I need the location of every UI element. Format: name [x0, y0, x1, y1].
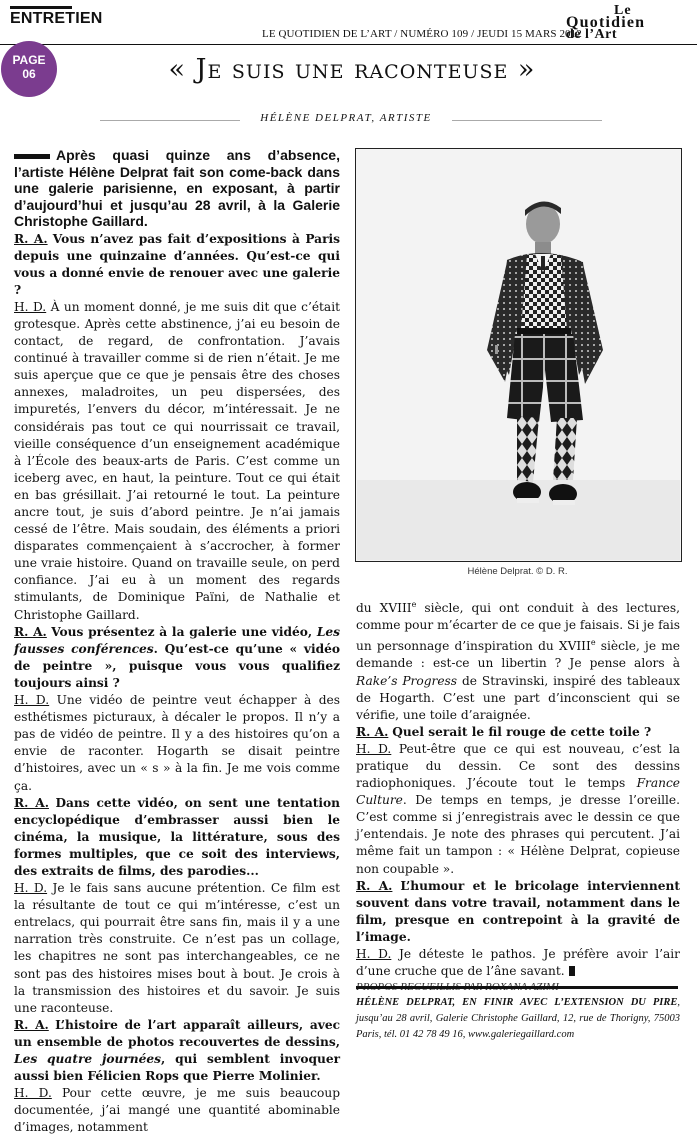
interviewee-label: H. D. [14, 693, 50, 708]
answer-text: Pour cette œuvre, je me suis beaucoup documentée, j’ai mangé une quantité abominable d’images, notamment [14, 1086, 340, 1135]
page-number: 06 [22, 67, 36, 81]
interviewee-label: H. D. [356, 741, 392, 756]
masthead-delart: de l’Art [566, 27, 618, 42]
subtitle-rule-left [100, 120, 240, 121]
page-badge-label: PAGE [12, 53, 46, 67]
interviewer-label: R. A. [356, 724, 389, 739]
qa-item [356, 724, 680, 741]
photo-caption: Hélène Delprat. © D. R. [467, 566, 568, 577]
answer-text-part: . De temps en temps, je dresse l’oreille. C’est comme si j’enregistrais avec le dessin ce que j’entendais. Je note des phrases qui percutent. J’ai même fait un tampon : « Hélène Delprat, copieuse non coupable ». [356, 793, 680, 876]
intro-text: Après quasi quinze ans d’absence, l’artiste Hélène Delprat fait son come-back dans une galerie parisienne, en exposant, à partir d’aujourd’hui et jusqu’au 28 avril, à la Galerie Christophe Gaillard. [14, 147, 340, 229]
interviewee-label: H. D. [356, 947, 392, 961]
question-text-part: Vous présentez à la galerie une vidéo, [51, 624, 317, 639]
section-label: ENTRETIEN [10, 10, 103, 27]
qa-item [14, 231, 340, 299]
continuation-text: de Stravinski, inspiré des tableaux de Hogarth. C’est une part d’inconscient qui se vérifie, une toile d’araignée. [356, 673, 680, 722]
interviewer-label: R. A. [14, 1017, 49, 1032]
answer-text: Je le fais sans aucune prétention. Ce film est la résultante de tout ce qui m’intéresse, c’est un entrelacs, qui pourrait être sans fin, mais il y a une narration très construite. Ce n’est pas un collage, les chapitres ne sont pas interchangeables, ce ne sont pas des histoires mises bout à bout. Je crois à la transmission des histoires et du savoir. Je suis une raconteuse. [14, 881, 341, 1015]
article-title: « Je suis une raconteuse » [168, 54, 536, 85]
intro-paragraph [14, 147, 340, 230]
question-text: Quel serait le fil rouge de cette toile ? [392, 724, 652, 739]
question-text [14, 625, 340, 690]
exhibition-details: , jusqu’au 28 avril, Galerie Christophe Gaillard, 12, rue de Thorigny, 75003 Paris, tél. 01 42 78 49 16, www.galeriegaillard.com [356, 997, 680, 1041]
continuation-text: siècle, je me demande : est-ce un libertin ? Je pense alors à [356, 639, 680, 671]
qa-item [14, 880, 340, 1017]
question-text-part: , qui semblent invoquer aussi bien Félicien Rops que Pierre Molinier. [14, 1052, 341, 1084]
qa-item [14, 692, 340, 795]
artist-photo-frame [355, 148, 682, 562]
header-divider [0, 44, 697, 45]
interviewee-label: H. D. [14, 299, 47, 314]
qa-item [356, 946, 680, 980]
article-subtitle: HÉLÈNE DELPRAT, ARTISTE [260, 112, 432, 124]
intro-bar [14, 154, 50, 159]
interviewer-label: R. A. [356, 878, 393, 893]
question-text-part: L’histoire de l’art apparaît ailleurs, avec un ensemble de photos recouvertes de dessins, [14, 1017, 341, 1049]
interviewee-label: H. D. [14, 881, 48, 896]
qa-item [356, 878, 680, 946]
work-title: Les fausses conférences [14, 624, 341, 656]
answer-text: Je déteste le pathos. Je préfère avoir l’air d’une cruche que de l’âne savant. [356, 947, 680, 979]
continuation-paragraph [356, 596, 680, 724]
right-column [356, 596, 680, 1043]
page-badge [1, 41, 57, 97]
exhibition-title: HÉLÈNE DELPRAT, EN FINIR AVEC L’EXTENSION DU PIRE [356, 997, 678, 1009]
qa-item [14, 795, 340, 880]
superscript-e: e [590, 638, 596, 648]
interviewer-label: R. A. [14, 795, 49, 810]
answer-text: Une vidéo de peintre veut échapper à des esthétismes picturaux, à décaler le propos. Il n’y a pas de vidéo de peintre. Il y a des histoires qu’on a envie de raconter. Hogarth se disait peintre d’histoires, avec un « s » à la fin. Je me vois comme ça. [14, 693, 340, 793]
issue-line: LE QUOTIDIEN DE L’ART / NUMÉRO 109 / JEUDI 15 MARS 2012 [262, 28, 582, 40]
answer-text: À un moment donné, je me suis dit que c’était grotesque. Après cette abstinence, j’ai eu besoin de contact, de regard, de confrontation. J’avais continué à travailler comme si de rien n’était. Je me suis aperçue que ce que je pensais être des choses annexes, maladroites, un peu dispersées, des impuretés, l’envers du décor, m’intéressait. Je ne considérais pas tout ce qui nourrissait ce travail, vieille conséquence d’un enseignement académique à l’École des beaux-arts de Paris. C’est comme un iceberg avec, en haut, la peinture. Tout ce qui était en bas grésillait. J’ai retourné le tout. La peinture ancre tout, je suis d’abord peintre. Je n’ai jamais cessé de l’être. Mais soudain, des éléments a priori disparates commençaient à s’accrocher, à former une vraie histoire. Quand on travaille seule, on perd confiance. J’ai eu à un moment des regards stimulants, de Dominique Païni, de Nathalie et Christophe Gaillard. [14, 299, 340, 622]
interviewee-label: H. D. [14, 1086, 52, 1101]
superscript-e: e [411, 600, 417, 609]
bottom-rule [356, 986, 678, 989]
section-rule [10, 6, 72, 9]
interviewer-label: R. A. [14, 231, 48, 246]
qa-item [14, 299, 340, 624]
exhibition-info [356, 995, 680, 1043]
subtitle-rule-right [452, 120, 602, 121]
masthead-logo[interactable] [566, 3, 690, 43]
question-text-part: . Qu’est-ce qu’une « vidéo de peintre », puisque vous vous qualifiez toujours ainsi ? [14, 641, 341, 690]
qa-item [14, 1017, 340, 1085]
question-text: Vous n’avez pas fait d’expositions à Paris depuis une quinzaine d’années. Qu’est-ce qui vous a donné envie de renouer avec une galerie ? [14, 231, 340, 297]
qa-item [356, 741, 680, 878]
interviewer-label: R. A. [14, 624, 47, 639]
answer-text-part: Peut-être que ce qui est nouveau, c’est la pratique du dessin. Ce sont des dessins radiophoniques. J’écoute tout le temps [356, 741, 681, 791]
continuation-text: du XVIII [356, 601, 412, 616]
question-text: L’humour et le bricolage interviennent souvent dans votre travail, notamment dans le film, presque en contrepoint à la gravité de l’image. [356, 878, 681, 944]
page-header [0, 0, 697, 44]
masthead-quotidien: Quotidien [566, 14, 646, 31]
work-title: Rake’s Progress [356, 673, 458, 688]
qa-item [14, 1085, 340, 1136]
artist-photo [357, 150, 680, 560]
continuation-text: siècle, qui ont conduit à des lectures, comme pour m’écarter de ce que je faisais. Si je fais un personnage d’inspiration du XVIII [356, 601, 680, 654]
end-mark [569, 966, 575, 976]
qa-item [14, 624, 340, 692]
masthead-le: Le [614, 3, 632, 18]
question-text: Dans cette vidéo, on sent une tentation encyclopédique d’embrasser aussi bien le cinéma, la musique, la littérature, sous des formes multiples, que ce soit des interviews, des extraits de films, des parodies... [14, 795, 340, 878]
article-subtitle-block [100, 112, 600, 128]
work-title: Les quatre journées [14, 1052, 162, 1066]
question-text [14, 1018, 340, 1083]
radio-name: France Culture [356, 776, 680, 808]
left-column [14, 147, 340, 1136]
